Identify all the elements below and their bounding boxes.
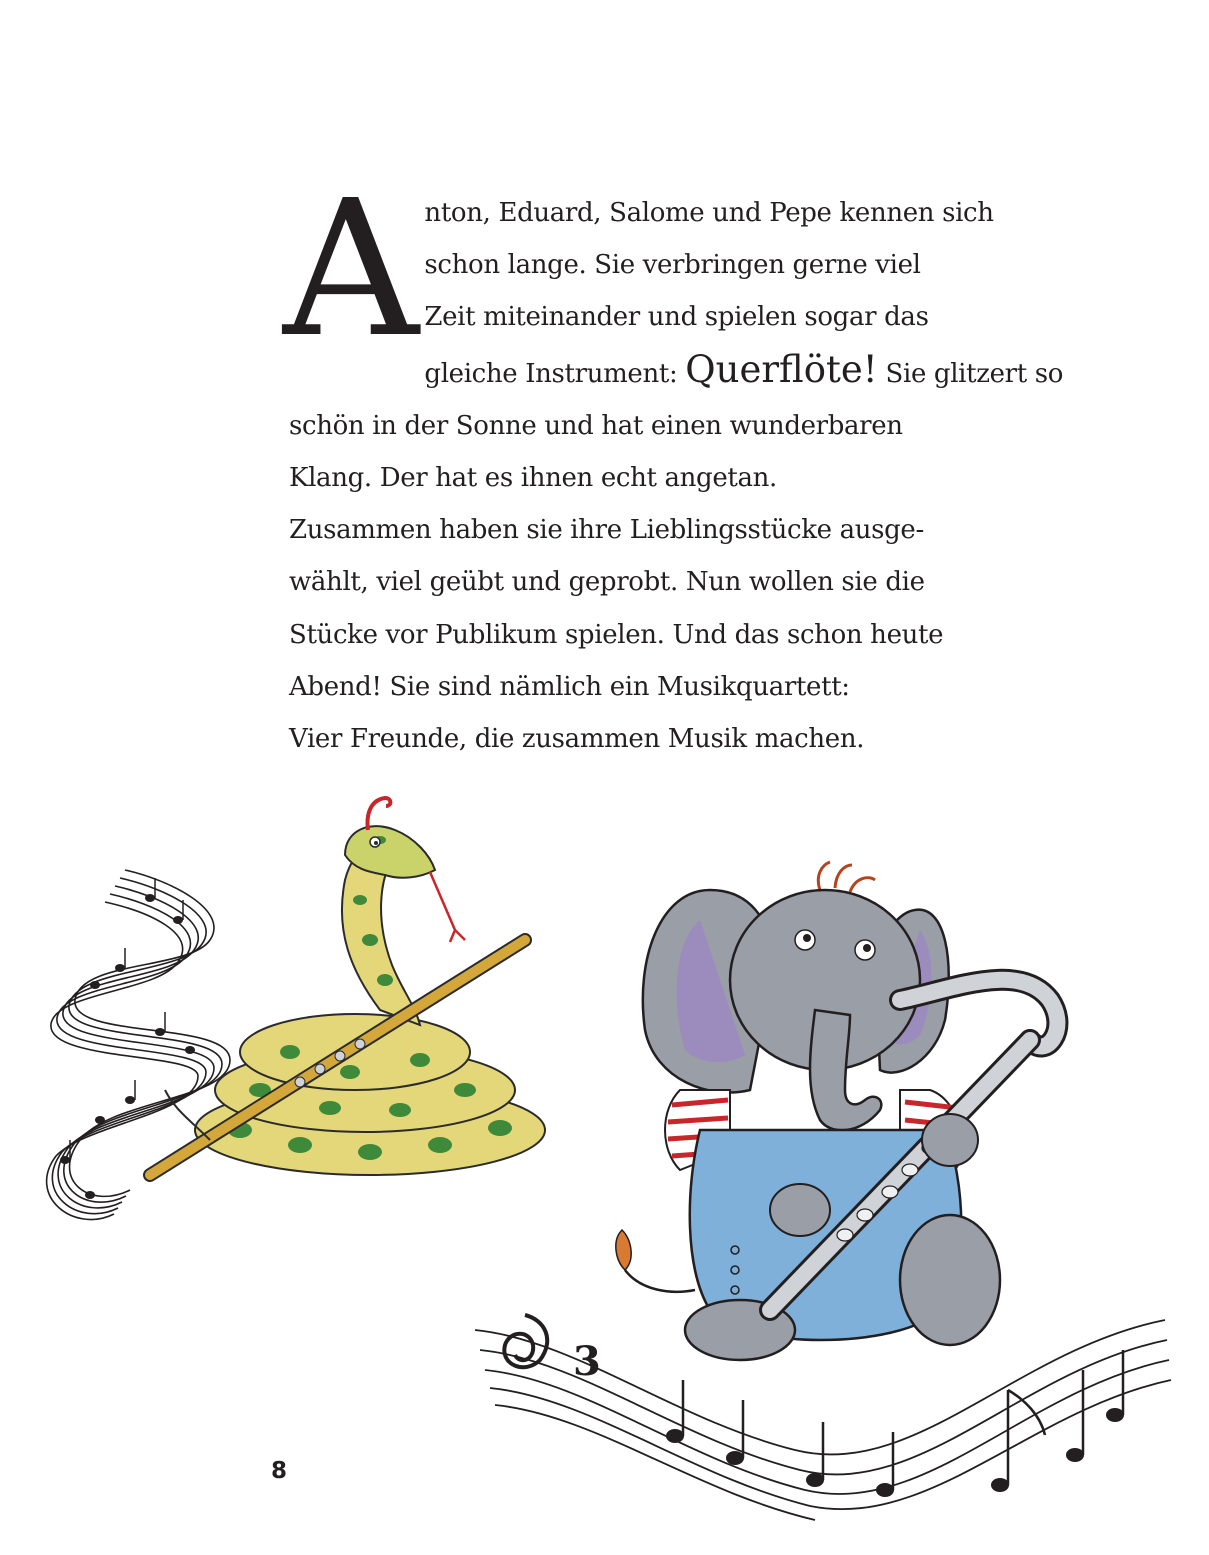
time-signature: 3 [573,1338,601,1385]
story-line-11: Vier Freunde, die zusammen Musik machen. [289,724,865,755]
story-line-5: schön in der Sonne und hat einen wunderbaren [289,410,903,441]
snake-with-flute-illustration [130,790,560,1190]
story-line-6: Klang. Der hat es ihnen echt angetan. [289,463,777,494]
elephant-with-flute-illustration [600,850,1080,1370]
story-line-1: nton, Eduard, Salome und Pepe kennen sich [424,198,994,228]
story-line-9: Stücke vor Publikum spielen. Und das schon heute [289,619,944,650]
emphasized-word: Querflöte! [685,347,878,391]
drop-cap: A [283,160,419,379]
story-line-8: wählt, viel geübt und geprobt. Nun wollen sie die [289,567,925,598]
story-line-4-start: gleiche Instrument: [424,358,686,389]
story-line-4-end: Sie glitzert so [877,358,1064,389]
story-line-10: Abend! Sie sind nämlich ein Musikquartett: [289,671,850,702]
page-number: 8 [271,1458,288,1484]
story-line-7: Zusammen haben sie ihre Lieblingsstücke ausge- [289,515,924,546]
story-line-3: Zeit miteinander und spielen sogar das [424,302,929,333]
story-line-2: schon lange. Sie verbringen gerne viel [424,250,921,281]
story-text [283,160,1064,765]
